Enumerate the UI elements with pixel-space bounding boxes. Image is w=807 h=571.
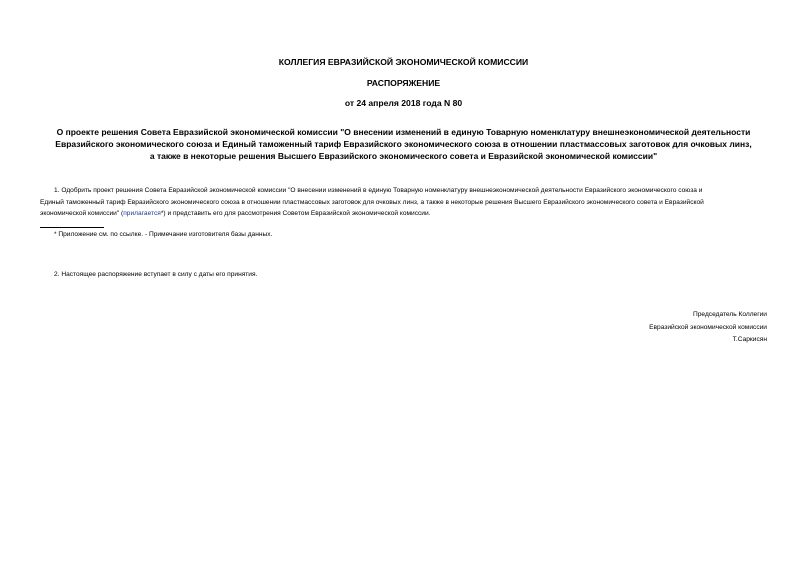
title-line: а также в некоторые решения Высшего Евразийского экономического совета и Евразийской экономической комиссии"	[149, 151, 658, 161]
paragraph-1	[40, 185, 770, 220]
signature-body: Евразийской экономической комиссии	[649, 323, 767, 331]
attachment-link[interactable]: прилагается	[123, 210, 161, 217]
title-line: Евразийского экономического союза и Единый таможенный тариф Евразийского экономического союза в отношении пластмассовых заготовок для очковых линз,	[55, 139, 752, 149]
paragraph-1-text: *) и представить его для рассмотрения Советом Евразийской экономической комиссии.	[160, 210, 431, 217]
paragraph-2: 2. Настоящее распоряжение вступает в силу с даты его принятия.	[54, 271, 258, 278]
signature-block	[649, 309, 767, 347]
paragraph-1-line: Единый таможенный тариф Евразийского экономического союза в отношении пластмассовых заготовок для очковых линз, а также в некоторые решения Высшего Евразийского экономического совета и Евразийской	[40, 198, 704, 206]
footnote: * Приложение см. по ссылке. - Примечание изготовителя базы данных.	[54, 231, 273, 238]
paragraph-1-line: 1. Одобрить проект решения Совета Евразийской экономической комиссии "О внесении изменений в единую Товарную номенклатуру внешнеэкономической деятельности Евразийского экономического союза и	[54, 187, 703, 194]
signature-position: Председатель Коллегии	[693, 311, 767, 318]
document-type-heading: РАСПОРЯЖЕНИЕ	[366, 78, 441, 88]
paragraph-1-line	[40, 208, 770, 220]
organization-heading: КОЛЛЕГИЯ ЕВРАЗИЙСКОЙ ЭКОНОМИЧЕСКОЙ КОМИССИИ	[278, 57, 529, 67]
paragraph-1-text: экономической комиссии" (	[40, 210, 124, 217]
title-line: О проекте решения Совета Евразийской экономической комиссии "О внесении изменений в единую Товарную номенклатуру внешнеэкономической деятельности	[56, 127, 751, 137]
document-date-heading: от 24 апреля 2018 года N 80	[344, 98, 463, 108]
footnote-divider	[40, 227, 104, 228]
signature-name: Т.Саркисян	[732, 336, 767, 343]
document-title	[20, 126, 787, 162]
